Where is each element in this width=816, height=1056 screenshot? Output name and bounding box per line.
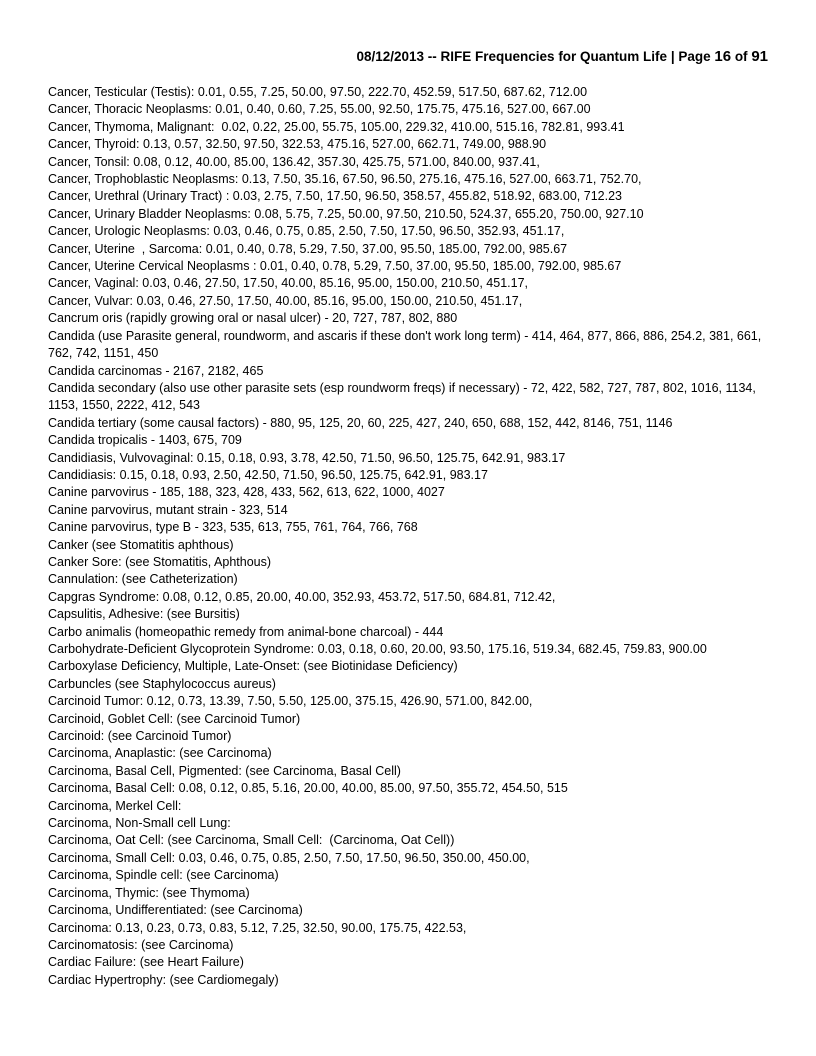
entry-item: Cancer, Vaginal: 0.03, 0.46, 27.50, 17.50, 40.00, 85.16, 95.00, 150.00, 210.50, 451.17, [48,276,529,291]
entry-item: Carcinoma, Small Cell: 0.03, 0.46, 0.75, 0.85, 2.50, 7.50, 17.50, 96.50, 350.00, 450.00, [48,850,530,865]
entry-item: Canine parvovirus, mutant strain - 323, 514 [48,502,288,517]
entry-item: Carcinoma, Merkel Cell: [48,798,182,813]
entry-item: Cardiac Failure: (see Heart Failure) [48,955,244,970]
page-number: 16 [714,48,732,65]
entry-item: Carcinoma, Anaplastic: (see Carcinoma) [48,746,272,761]
header-date: 08/12/2013 [356,49,425,64]
entry-item: Carboxylase Deficiency, Multiple, Late-Onset: (see Biotinidase Deficiency) [48,659,458,674]
entry-item: Cancer, Uterine Cervical Neoplasms : 0.01, 0.40, 0.78, 5.29, 7.50, 37.00, 95.50, 185.00, 792.00, 985.67 [48,259,622,274]
entry-item: Carcinomatosis: (see Carcinoma) [48,937,234,952]
entry-item: Carcinoma, Basal Cell: 0.08, 0.12, 0.85, 5.16, 20.00, 40.00, 85.00, 97.50, 355.72, 454.50, 515 [48,781,568,796]
entry-item: Cancer, Testicular (Testis): 0.01, 0.55, 7.25, 50.00, 97.50, 222.70, 452.59, 517.50, 687.62, 712.00 [48,85,588,99]
page-label: Page [678,49,715,64]
entry-item: Carcinoma, Non-Small cell Lung: [48,816,231,831]
entry-item: Cardiac Hypertrophy: (see Cardiomegaly) [48,972,279,987]
header-divider: | [667,49,679,64]
entry-item: Canine parvovirus - 185, 188, 323, 428, 433, 562, 613, 622, 1000, 4027 [48,485,445,500]
entry-item: Cannulation: (see Catheterization) [48,572,238,587]
frequency-entry-list [48,84,778,989]
entry-item: Candida tropicalis - 1403, 675, 709 [48,433,242,448]
entry-item: Carcinoma, Undifferentiated: (see Carcinoma) [48,903,303,918]
entry-item: Carbohydrate-Deficient Glycoprotein Syndrome: 0.03, 0.18, 0.60, 20.00, 93.50, 175.16, 519.34, 682.45, 759.83, 900.00 [48,642,707,656]
entry-item: Candida (use Parasite general, roundworm, and ascaris if these don't work long term) - 414, 464, 877, 866, 886, 254.2, 381, 661, 762, 742, 1151, 450 [48,328,765,361]
entry-item: Cancer, Urethral (Urinary Tract) : 0.03, 2.75, 7.50, 17.50, 96.50, 358.57, 455.82, 518.92, 683.00, 712.23 [48,189,622,204]
entry-item: Candida carcinomas - 2167, 2182, 465 [48,363,264,378]
entry-item: Cancer, Thoracic Neoplasms: 0.01, 0.40, 0.60, 7.25, 55.00, 92.50, 175.75, 475.16, 527.00, 667.00 [48,102,591,117]
entry-item: Candida tertiary (some causal factors) - 880, 95, 125, 20, 60, 225, 427, 240, 650, 688, 152, 442, 8146, 751, 1146 [48,415,673,430]
entry-item: Carbuncles (see Staphylococcus aureus) [48,676,276,691]
entry-item: Carcinoid, Goblet Cell: (see Carcinoid Tumor) [48,711,301,726]
entry-item: Cancer, Urinary Bladder Neoplasms: 0.08, 5.75, 7.25, 50.00, 97.50, 210.50, 524.37, 655.20, 750.00, 927.10 [48,206,644,221]
entry-item: Candidiasis, Vulvovaginal: 0.15, 0.18, 0.93, 3.78, 42.50, 71.50, 96.50, 125.75, 642.91, 983.17 [48,450,566,465]
entry-item: Carcinoma, Oat Cell: (see Carcinoma, Small Cell: (Carcinoma, Oat Cell)) [48,833,455,848]
entry-item: Carcinoid: (see Carcinoid Tumor) [48,729,232,744]
document-title: RIFE Frequencies for Quantum Life [440,49,668,64]
entry-item: Cancer, Vulvar: 0.03, 0.46, 27.50, 17.50, 40.00, 85.16, 95.00, 150.00, 210.50, 451.17, [48,293,523,308]
entry-item: Carcinoid Tumor: 0.12, 0.73, 13.39, 7.50, 5.50, 125.00, 375.15, 426.90, 571.00, 842.00, [48,694,533,709]
entry-item: Cancer, Urologic Neoplasms: 0.03, 0.46, 0.75, 0.85, 2.50, 7.50, 17.50, 96.50, 352.93, 451.17, [48,224,565,239]
entry-item: Cancrum oris (rapidly growing oral or nasal ulcer) - 20, 727, 787, 802, 880 [48,311,458,326]
entry-item: Carbo animalis (homeopathic remedy from animal-bone charcoal) - 444 [48,624,444,639]
entry-item: Canine parvovirus, type B - 323, 535, 613, 755, 761, 764, 766, 768 [48,520,418,535]
entry-item: Cancer, Thyroid: 0.13, 0.57, 32.50, 97.50, 322.53, 475.16, 527.00, 662.71, 749.00, 988.90 [48,137,547,152]
entry-item: Carcinoma, Basal Cell, Pigmented: (see Carcinoma, Basal Cell) [48,763,401,778]
entry-item: Capgras Syndrome: 0.08, 0.12, 0.85, 20.00, 40.00, 352.93, 453.72, 517.50, 684.81, 712.42, [48,589,556,604]
of-label: of [731,49,752,64]
entry-item: Carcinoma, Thymic: (see Thymoma) [48,885,250,900]
entry-item: Canker Sore: (see Stomatitis, Aphthous) [48,554,272,569]
entry-item: Canker (see Stomatitis aphthous) [48,537,234,552]
entry-item: Cancer, Tonsil: 0.08, 0.12, 40.00, 85.00, 136.42, 357.30, 425.75, 571.00, 840.00, 937.41, [48,154,540,169]
entry-item: Carcinoma, Spindle cell: (see Carcinoma) [48,868,279,883]
entry-item: Cancer, Thymoma, Malignant: 0.02, 0.22, 25.00, 55.75, 105.00, 229.32, 410.00, 515.16, 782.81, 993.41 [48,119,625,134]
entry-item: Candida secondary (also use other parasite sets (esp roundworm freqs) if necessary) - 72, 422, 582, 727, 787, 802, 1016, 1134, 1153, 1550, 2222, 412, 543 [48,380,760,413]
entry-item: Cancer, Uterine , Sarcoma: 0.01, 0.40, 0.78, 5.29, 7.50, 37.00, 95.50, 185.00, 792.00, 985.67 [48,241,568,256]
entry-item: Capsulitis, Adhesive: (see Bursitis) [48,607,240,622]
total-pages: 91 [751,48,768,65]
header-separator: -- [424,49,441,64]
entry-item: Carcinoma: 0.13, 0.23, 0.73, 0.83, 5.12, 7.25, 32.50, 90.00, 175.75, 422.53, [48,920,467,935]
page-header [356,48,768,65]
entry-item: Cancer, Trophoblastic Neoplasms: 0.13, 7.50, 35.16, 67.50, 96.50, 275.16, 475.16, 527.00, 663.71, 752.70, [48,172,642,187]
entry-item: Candidiasis: 0.15, 0.18, 0.93, 2.50, 42.50, 71.50, 96.50, 125.75, 642.91, 983.17 [48,467,488,482]
